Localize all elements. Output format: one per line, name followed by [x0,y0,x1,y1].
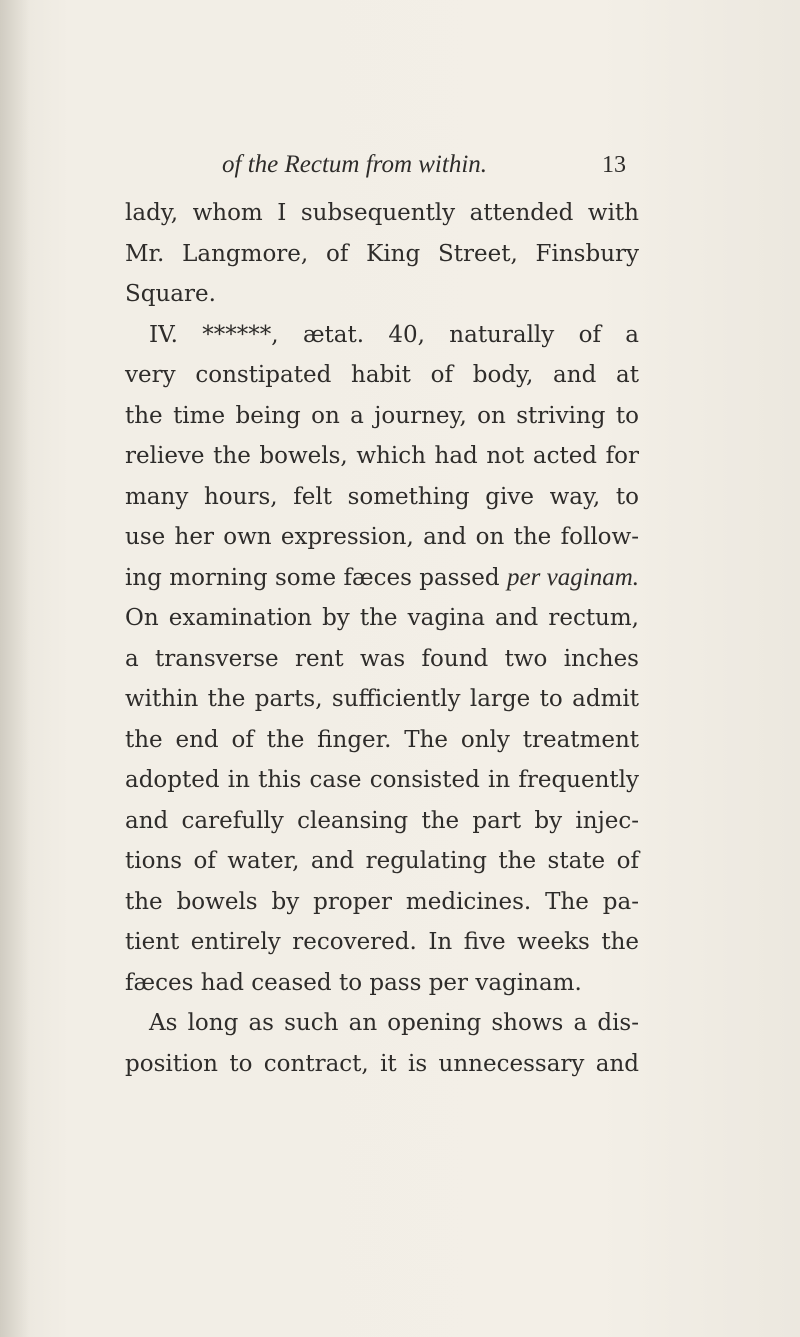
text-line: many hours, felt something give way, to [125,483,639,510]
text-line: the end of the finger. The only treatment [125,726,639,753]
running-title: of the Rectum from within. [222,151,488,178]
text-line: As long as such an opening shows a dis- [149,1010,639,1036]
text-line: tient entirely recovered. In five weeks the [125,929,639,955]
text-line: position to contract, it is unnecessary and [125,1050,639,1077]
text-line: very constipated habit of body, and at [125,362,639,388]
text-line-with-italic [125,558,639,599]
text-line: relieve the bowels, which had not acted for [125,443,639,469]
text-line: lady, whom I subsequently attended with [125,200,639,226]
body-text [125,193,639,1084]
text-line: a transverse rent was found two inches [125,645,639,672]
page-number: 13 [602,152,626,178]
text-line: and carefully cleansing the part by injec- [125,807,639,834]
text-line: tions of water, and regulating the state of [125,848,639,874]
text-line: adopted in this case consisted in frequently [125,767,639,793]
text-line: within the parts, sufficiently large to admit [125,686,639,712]
text-segment: ing morning some fæces passed [125,564,500,591]
italic-latin-phrase: per vaginam. [507,563,640,591]
text-line: the time being on a journey, on striving to [125,402,639,429]
text-line: Square. [125,281,216,307]
text-line: On examination by the vagina and rectum, [125,605,639,631]
text-line: Mr. Langmore, of King Street, Finsbury [125,240,639,267]
text-line: IV. ******, ætat. 40, naturally of a [149,321,639,348]
text-line: fæces had ceased to pass per vaginam. [125,969,582,996]
page-header [222,148,626,182]
text-line: the bowels by proper medicines. The pa- [125,888,639,915]
text-line: use her own expression, and on the follow- [125,524,639,550]
